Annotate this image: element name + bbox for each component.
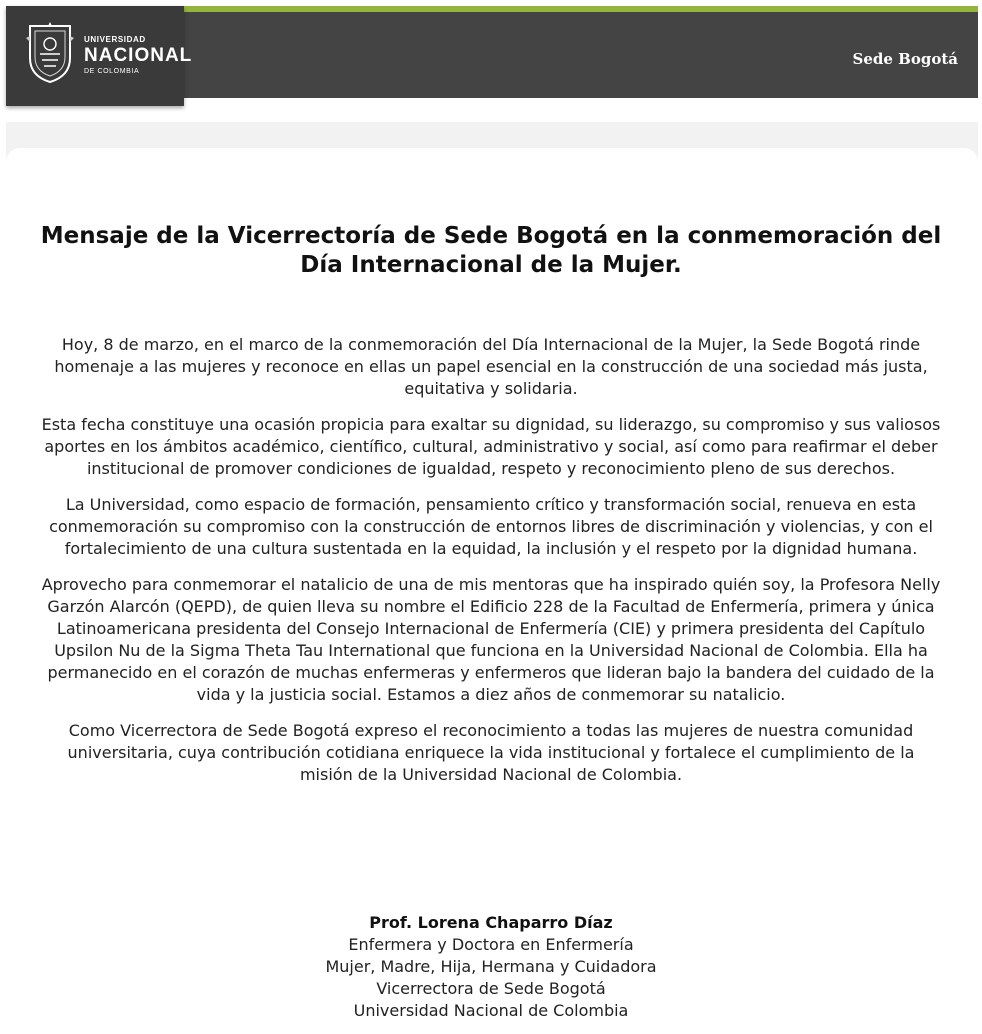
paragraph-4: Aprovecho para conmemorar el natalicio de una de mis mentoras que ha inspirado quién soy, la Profesora Nelly Garzón Alarcón (QEPD), de quien lleva su nombre el Edificio 228 de la Facultad de Enfermería, primera y única Latinoamericana presidenta del Consejo Internacional de Enfermería (CIE) y primera presidenta del Capítulo Upsilon Nu de la Sigma Theta Tau International que funciona en la Universidad Nacional de Colombia. Ella ha permanecido en el corazón de muchas enfermeras y enfermeros que lideran bajo la bandera del cuidado de la vida y la justicia social. Estamos a diez años de conmemorar su natalicio. — [41, 575, 941, 704]
sede-link[interactable]: Sede Bogotá — [852, 50, 958, 68]
university-crest-icon — [24, 20, 76, 86]
signature-name: Prof. Lorena Chaparro Díaz — [369, 913, 613, 932]
signature-line-position: Vicerrectora de Sede Bogotá — [376, 979, 606, 998]
article-body — [40, 334, 942, 800]
page-title: Mensaje de la Vicerrectoría de Sede Bogotá en la conmemoración del Día Internacional de la Mujer. — [40, 223, 942, 278]
logo-text-de-colombia: DE COLOMBIA — [84, 68, 140, 75]
paragraph-3: La Universidad, como espacio de formación, pensamiento crítico y transformación social, renueva en esta conmemoración su compromiso con la construcción de entornos libres de discriminación y violencias, y con el fortalecimiento de una cultura sustentada en la equidad, la inclusión y el respeto por la dignidad humana. — [49, 495, 933, 558]
university-logo[interactable] — [6, 6, 193, 106]
paragraph-1: Hoy, 8 de marzo, en el marco de la conmemoración del Día Internacional de la Mujer, la Sede Bogotá rinde homenaje a las mujeres y reconoce en ellas un papel esencial en la construcción de una sociedad más justa, equitativa y solidaria. — [54, 335, 928, 398]
signature-block — [0, 912, 982, 1022]
logo-text-universidad: UNIVERSIDAD — [84, 35, 146, 44]
paragraph-2: Esta fecha constituye una ocasión propicia para exaltar su dignidad, su liderazgo, su compromiso y sus valiosos aportes en los ámbitos académico, científico, cultural, administrativo y social, así como para reafirmar el deber institucional de promover condiciones de igualdad, respeto y reconocimiento pleno de sus derechos. — [41, 415, 941, 478]
signature-line-profession: Enfermera y Doctora en Enfermería — [348, 935, 634, 954]
signature-line-institution: Universidad Nacional de Colombia — [353, 1001, 629, 1020]
paragraph-5: Como Vicerrectora de Sede Bogotá expreso el reconocimiento a todas las mujeres de nuestra comunidad universitaria, cuya contribución cotidiana enriquece la vida institucional y fortalece el cumplimiento de la misión de la Universidad Nacional de Colombia. — [67, 721, 915, 784]
signature-line-roles: Mujer, Madre, Hija, Hermana y Cuidadora — [325, 957, 657, 976]
logo-text-nacional: NACIONAL — [84, 45, 193, 66]
